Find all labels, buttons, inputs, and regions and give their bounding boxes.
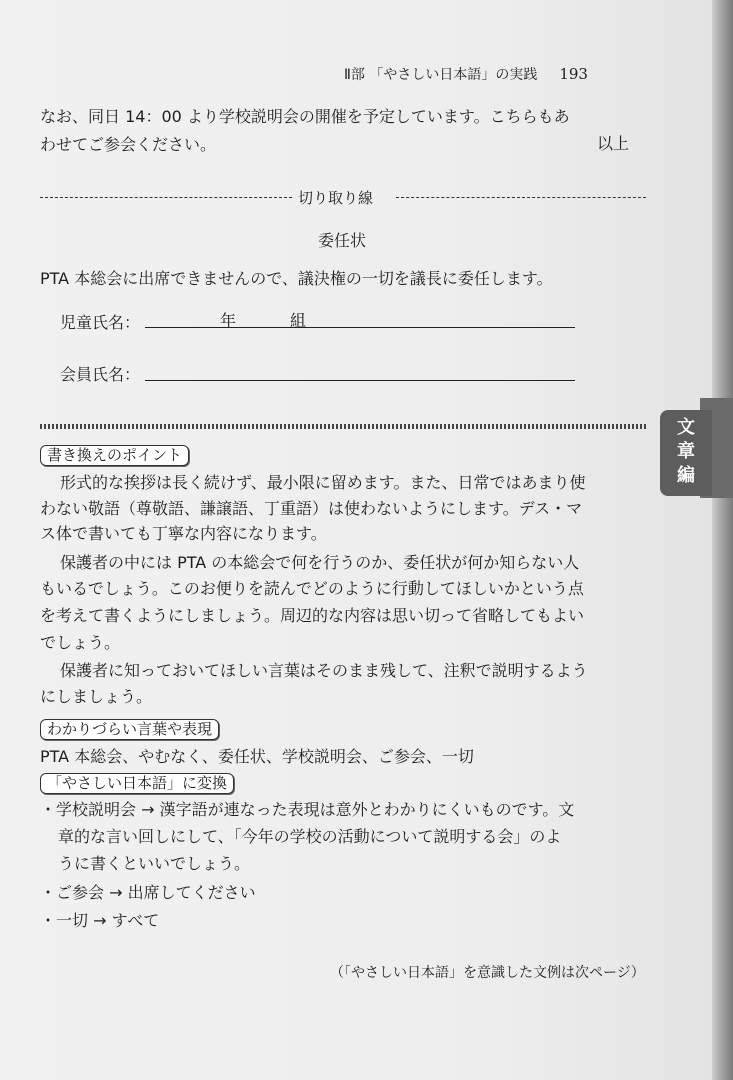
child-name-underline <box>145 327 575 328</box>
p1-line-2: わない敬語（尊敬語、謙譲語、丁重語）は使わないようにします。デス・マ <box>40 499 583 518</box>
cut-line-dash-left <box>40 197 292 198</box>
conversion-item-3: ・一切 → すべて <box>40 911 160 930</box>
p1-line-3: ス体で書いても丁寧な内容になります。 <box>40 524 327 543</box>
section-divider <box>40 424 646 429</box>
form-title: 委任状 <box>318 231 367 250</box>
cut-line <box>40 187 646 207</box>
page-edge <box>712 0 733 1080</box>
p2-line-2: もいるでしょう。このお便りを読んでどのように行動してほしいかという点 <box>40 579 584 598</box>
conversion-item-1-line-2: 章的な言い回しにして、「今年の学校の活動について説明する会」のよ <box>58 827 562 846</box>
side-tab-char-1: 文 <box>677 417 695 438</box>
difficult-words-list: PTA 本総会、やむなく、委任状、学校説明会、ご参会、一切 <box>40 747 474 766</box>
side-tab-char-2: 章 <box>677 441 695 462</box>
cut-line-label: 切り取り線 <box>298 189 374 207</box>
class-label: 組 <box>290 311 307 330</box>
side-tab <box>660 410 712 496</box>
conversion-item-1-line-3: うに書くといいでしょう。 <box>58 854 251 873</box>
child-name-label: 児童氏名： <box>60 313 141 332</box>
section-heading-difficult-words: わかりづらい言葉や表現 <box>40 719 219 740</box>
running-header <box>344 64 588 84</box>
p2-line-4: でしょう。 <box>40 633 121 652</box>
p3-line-1: 保護者に知っておいてほしい言葉はそのまま残して、注釈で説明するよう <box>60 661 588 680</box>
side-tab-char-3: 編 <box>677 465 695 486</box>
year-label: 年 <box>220 311 237 330</box>
member-name-label: 会員氏名： <box>60 365 141 384</box>
cut-line-dash-right <box>396 197 646 198</box>
section-heading-conversion: 「やさしい日本語」に変換 <box>40 773 234 794</box>
p2-line-3: を考えて書くようにしましょう。周辺的な内容は思い切って省略してもよい <box>40 606 585 625</box>
running-title: Ⅱ部 「やさしい日本語」の実践 <box>344 67 538 83</box>
page-number: 193 <box>559 65 588 83</box>
form-statement: PTA 本総会に出席できませんので、議決権の一切を議長に委任します。 <box>40 269 553 288</box>
closing-mark: 以上 <box>597 134 630 153</box>
footer-note: （「やさしい日本語」を意識した文例は次ページ） <box>330 965 645 981</box>
conversion-item-2: ・ご参会 → 出席してください <box>40 883 256 902</box>
p3-line-2: にしましょう。 <box>40 687 153 706</box>
conversion-item-1-line-1: ・学校説明会 → 漢字語が連なった表現は意外とわかりにくいものです。文 <box>40 800 575 819</box>
section-heading-points: 書き換えのポイント <box>40 445 189 466</box>
notice-line-2: わせてご参会ください。 <box>40 135 217 154</box>
p2-line-1: 保護者の中には PTA の本総会で何を行うのか、委任状が何か知らない人 <box>60 553 580 572</box>
member-name-underline <box>145 380 575 381</box>
p1-line-1: 形式的な挨拶は長く続けず、最小限に留めます。また、日常ではあまり使 <box>60 473 586 492</box>
notice-line-1: なお、同日 14：00 より学校説明会の開催を予定しています。こちらもあ <box>40 107 570 126</box>
